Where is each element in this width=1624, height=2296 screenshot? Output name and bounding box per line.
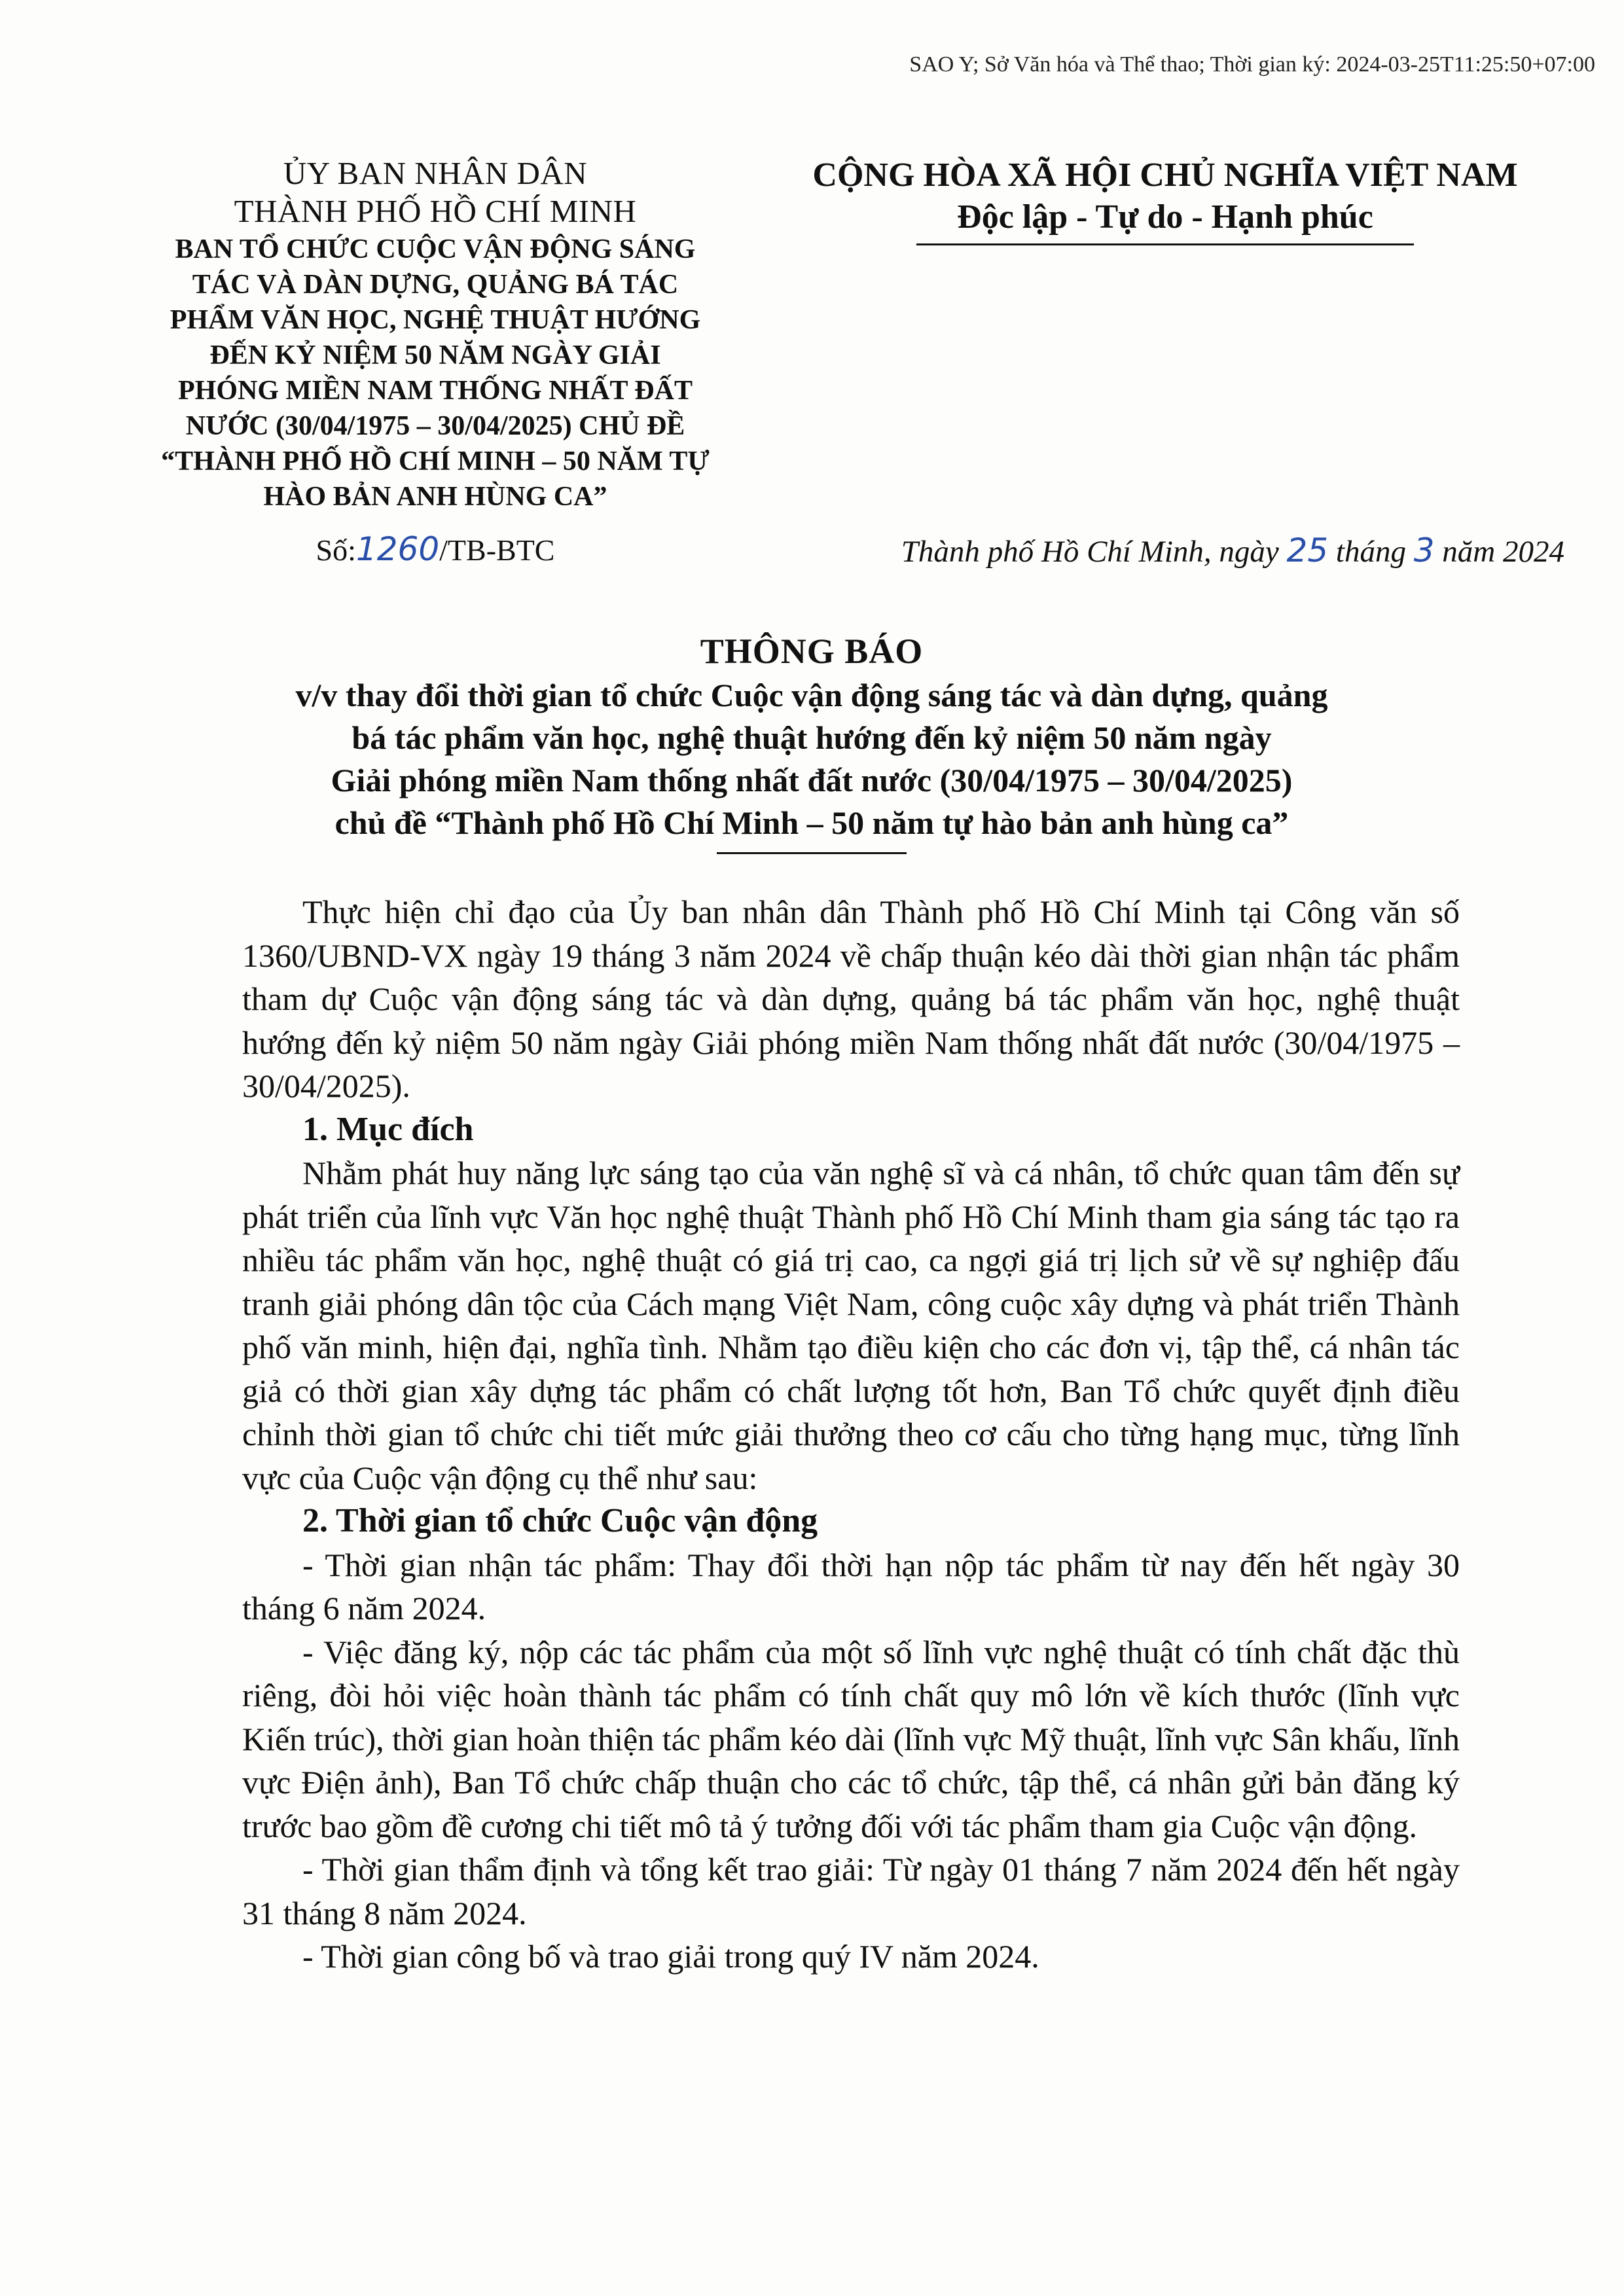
document-title: THÔNG BÁO bbox=[700, 632, 924, 671]
committee-line: PHÓNG MIỀN NAM THỐNG NHẤT ĐẤT bbox=[178, 376, 693, 406]
document-body bbox=[242, 890, 1460, 1979]
date-month-label: tháng bbox=[1335, 535, 1406, 569]
org-line-1: ỦY BAN NHÂN DÂN bbox=[283, 155, 588, 191]
nation-name: CỘNG HÒA XÃ HỘI CHỦ NGHĨA VIỆT NAM bbox=[812, 156, 1518, 194]
section-2-item: - Việc đăng ký, nộp các tác phẩm của một số lĩnh vực nghệ thuật có tính chất đặc thù riêng, đòi hỏi việc hoàn thành tác phẩm có tính chất quy mô lớn về kích thước (lĩnh vực Kiến trúc), thời gian hoàn thiện tác phẩm kéo dài (lĩnh vực Mỹ thuật, lĩnh vực Sân khấu, lĩnh vực Điện ảnh), Ban Tổ chức chấp thuận cho các tổ chức, tập thể, cá nhân gửi bản đăng ký trước bao gồm đề cương chi tiết mô tả ý tưởng đối với tác phẩm tham gia Cuộc vận động. bbox=[242, 1633, 1460, 1844]
date-day-handwritten: 25 bbox=[1286, 531, 1329, 569]
section-1-heading: 1. Mục đích bbox=[302, 1110, 474, 1148]
committee-line: “THÀNH PHỐ HỒ CHÍ MINH – 50 NĂM TỰ bbox=[161, 446, 710, 476]
national-motto: Độc lập - Tự do - Hạnh phúc bbox=[957, 198, 1373, 236]
intro-paragraph: Thực hiện chỉ đạo của Ủy ban nhân dân Thành phố Hồ Chí Minh tại Công văn số 1360/UBND-VX ngày 19 tháng 3 năm 2024 về chấp thuận kéo dài thời gian nhận tác phẩm tham dự Cuộc vận động sáng tác và dàn dựng, quảng bá tác phẩm văn học, nghệ thuật hướng đến kỷ niệm 50 năm ngày Giải phóng miền Nam thống nhất đất nước (30/04/1975 – 30/04/2025). bbox=[242, 893, 1460, 1104]
committee-line: NƯỚC (30/04/1975 – 30/04/2025) CHỦ ĐỀ bbox=[185, 411, 685, 441]
committee-line: BAN TỔ CHỨC CUỘC VẬN ĐỘNG SÁNG bbox=[175, 234, 696, 264]
place-and-date bbox=[766, 531, 1564, 569]
section-2-item: - Thời gian nhận tác phẩm: Thay đổi thời hạn nộp tác phẩm từ nay đến hết ngày 30 tháng 6 năm 2024. bbox=[242, 1546, 1460, 1626]
committee-line: HÀO BẢN ANH HÙNG CA” bbox=[263, 482, 607, 512]
motto-underline bbox=[916, 243, 1414, 245]
issuing-authority bbox=[105, 154, 766, 514]
title-underline bbox=[717, 852, 907, 854]
section-2-item: - Thời gian công bố và trao giải trong quý IV năm 2024. bbox=[302, 1938, 1039, 1975]
date-year: năm 2024 bbox=[1442, 535, 1564, 569]
section-1-paragraph: Nhằm phát huy năng lực sáng tạo của văn nghệ sĩ và cá nhân, tổ chức quan tâm đến sự phát triển của lĩnh vực Văn học nghệ thuật Thành phố Hồ Chí Minh tham gia sáng tác tạo ra nhiều tác phẩm văn học, nghệ thuật có giá trị cao, ca ngợi giá trị lịch sử về sự nghiệp đấu tranh giải phóng dân tộc của Cách mạng Việt Nam, công cuộc xây dựng và phát triển Thành phố văn minh, hiện đại, nghĩa tình. Nhằm tạo điều kiện cho các đơn vị, tập thể, cá nhân tác giả có thời gian xây dựng tác phẩm có chất lượng tốt hơn, Ban Tổ chức quyết định điều chỉnh thời gian tổ chức chi tiết mức giải thưởng theo cơ cấu cho từng hạng mục, từng lĩnh vực của Cuộc vận động cụ thể như sau: bbox=[242, 1155, 1460, 1496]
document-number bbox=[105, 530, 766, 568]
committee-name bbox=[105, 232, 766, 514]
org-line-2: THÀNH PHỐ HỒ CHÍ MINH bbox=[234, 193, 637, 229]
doc-no-suffix: /TB-BTC bbox=[439, 533, 555, 567]
subject-line: Giải phóng miền Nam thống nhất đất nước (30/04/1975 – 30/04/2025) bbox=[331, 762, 1293, 798]
doc-no-handwritten: 1260 bbox=[355, 530, 440, 568]
subject-line: chủ đề “Thành phố Hồ Chí Minh – 50 năm tự hào bản anh hùng ca” bbox=[334, 804, 1289, 841]
section-2-item: - Thời gian thẩm định và tổng kết trao giải: Từ ngày 01 tháng 7 năm 2024 đến hết ngày 31 tháng 8 năm 2024. bbox=[242, 1851, 1460, 1931]
national-heading bbox=[766, 154, 1564, 245]
subject-line: v/v thay đổi thời gian tổ chức Cuộc vận động sáng tác và dàn dựng, quảng bbox=[295, 677, 1328, 713]
committee-line: TÁC VÀ DÀN DỰNG, QUẢNG BÁ TÁC bbox=[192, 270, 679, 300]
date-month-handwritten: 3 bbox=[1413, 531, 1435, 569]
subject-line: bá tác phẩm văn học, nghệ thuật hướng đến kỷ niệm 50 năm ngày bbox=[352, 719, 1272, 756]
date-prefix: Thành phố Hồ Chí Minh, ngày bbox=[901, 535, 1279, 569]
digital-signature-stamp: SAO Y; Sở Văn hóa và Thể thao; Thời gian ký: 2024-03-25T11:25:50+07:00 bbox=[909, 52, 1595, 77]
doc-no-prefix: Số: bbox=[316, 533, 356, 567]
document-title-block bbox=[177, 628, 1447, 854]
section-2-heading: 2. Thời gian tổ chức Cuộc vận động bbox=[302, 1502, 818, 1539]
committee-line: ĐẾN KỶ NIỆM 50 NĂM NGÀY GIẢI bbox=[209, 340, 661, 370]
committee-line: PHẨM VĂN HỌC, NGHỆ THUẬT HƯỚNG bbox=[170, 305, 701, 335]
